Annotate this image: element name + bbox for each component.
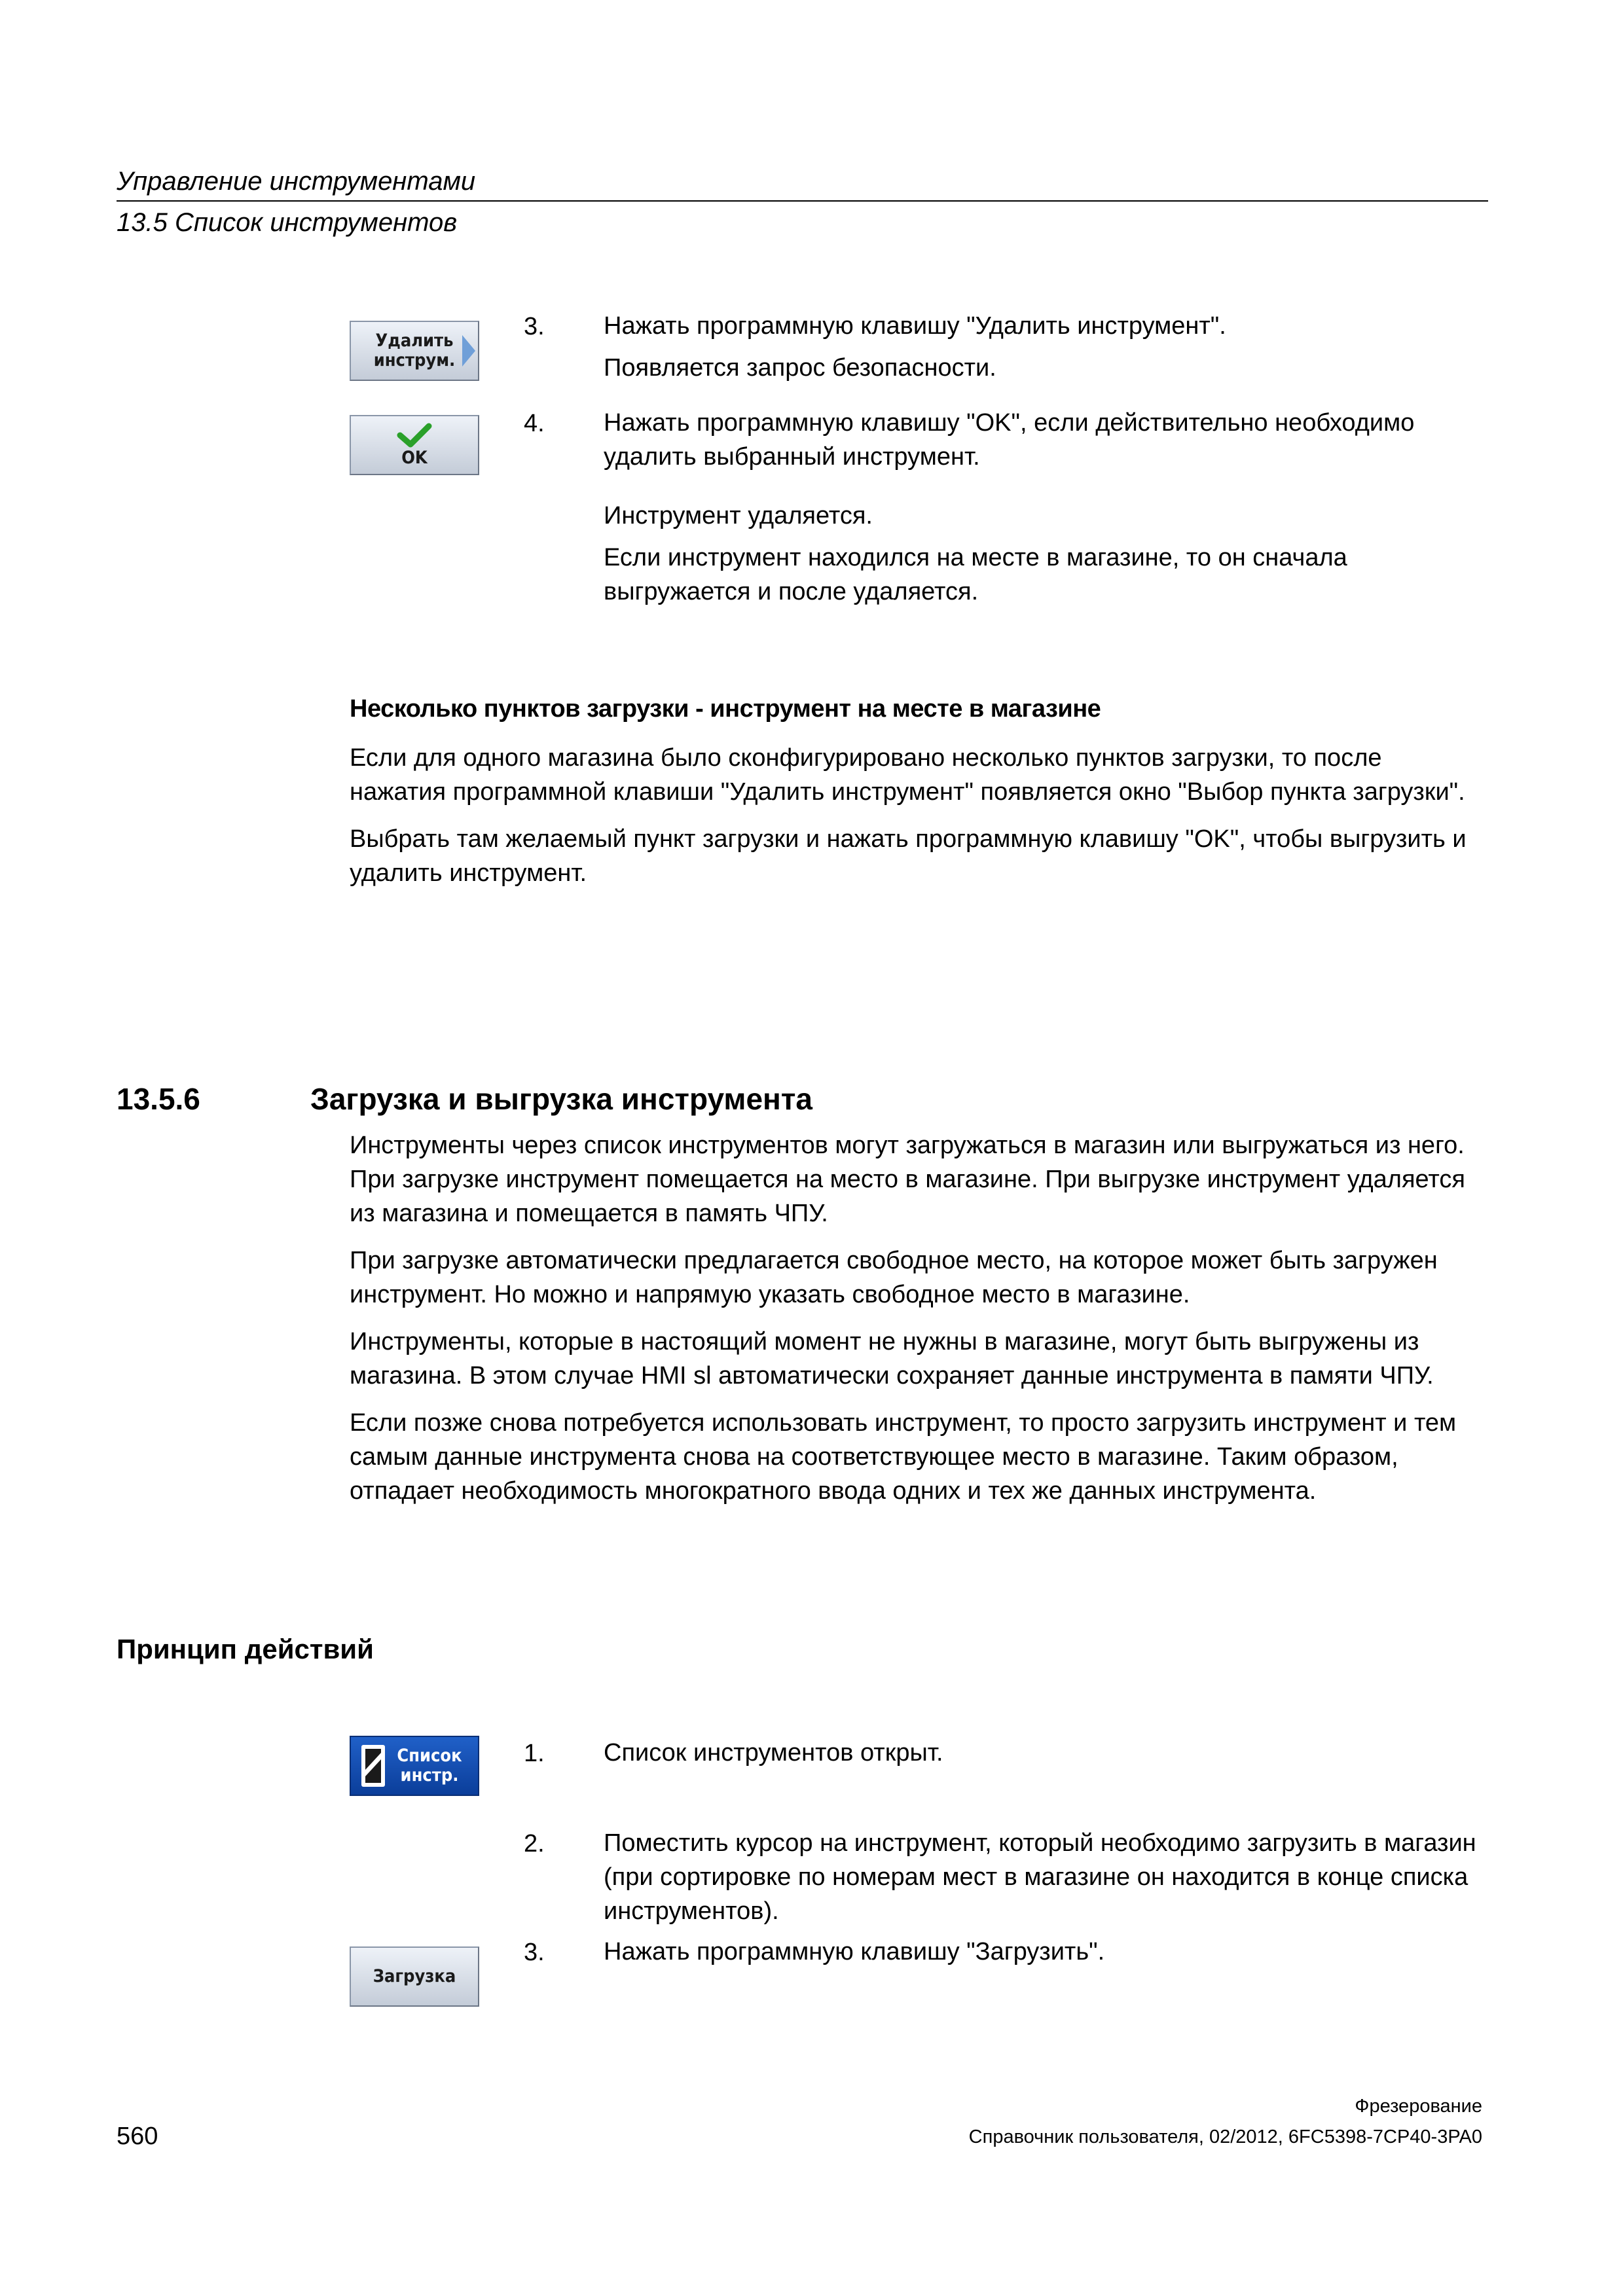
paragraph: Выбрать там желаемый пункт загрузки и нажать программную клавишу "OK", чтобы выгрузить и удалить инструмент. xyxy=(350,825,1467,887)
tool-list-icon xyxy=(360,1744,386,1788)
arrow-right-icon xyxy=(462,335,475,367)
load-softkey[interactable] xyxy=(350,1946,479,2007)
footer-manual: Справочник пользователя, 02/2012, 6FC5398-7CP40-3PA0 xyxy=(968,2126,1482,2147)
delete-tool-softkey[interactable] xyxy=(350,321,479,381)
step-number: 4. xyxy=(524,410,545,437)
running-header-section: 13.5 Список инструментов xyxy=(117,208,458,237)
step-number: 3. xyxy=(524,313,545,340)
softkey-label: Загрузка xyxy=(373,1966,456,1986)
step-text xyxy=(604,309,1481,385)
paragraph: Инструменты через список инструментов могут загружаться в магазин или выгружаться из него. При загрузке инструмент помещается на место в магазине. При выгрузке инструмент удаляется из магазина и помещается в память ЧПУ. xyxy=(350,1132,1465,1227)
section-body xyxy=(350,1128,1482,1508)
running-header-chapter: Управление инструментами xyxy=(117,167,476,196)
paragraph: Инструменты, которые в настоящий момент не нужны в магазине, могут быть выгружены из магазина. В этом случае HMI sl автоматически сохраняет данные инструмента в памяти ЧПУ. xyxy=(350,1328,1434,1390)
step-line: Нажать программную клавишу "Удалить инструмент". xyxy=(604,312,1226,340)
paragraph: При загрузке автоматически предлагается свободное место, на которое может быть загружен инструмент. Но можно и напрямую указать свободное место в магазине. xyxy=(350,1247,1438,1308)
section-title: Загрузка и выгрузка инструмента xyxy=(310,1082,812,1116)
step-result-line: Инструмент удаляется. xyxy=(604,502,873,529)
step-result-line: Если инструмент находился на месте в магазине, то он сначала выгружается и после удаляется. xyxy=(604,544,1347,605)
step-line: Появляется запрос безопасности. xyxy=(604,354,996,382)
checkmark-icon xyxy=(396,422,433,448)
footer-product: Фрезерование xyxy=(1355,2096,1482,2117)
step-number: 2. xyxy=(524,1830,545,1857)
procedure-title: Принцип действий xyxy=(117,1634,374,1664)
step-number: 3. xyxy=(524,1939,545,1966)
subsection-title: Несколько пунктов загрузки - инструмент на месте в магазине xyxy=(350,695,1101,723)
softkey-label-line1: Удалить xyxy=(375,331,454,351)
paragraph: Если позже снова потребуется использовать инструмент, то просто загрузить инструмент и тем самым данные инструмента снова на соответствующее место в магазине. Таким образом, отпадает необходимость многократного ввода одних и тех же данных инструмента. xyxy=(350,1409,1457,1505)
tool-list-softkey[interactable] xyxy=(350,1736,479,1796)
step-number: 1. xyxy=(524,1740,545,1767)
softkey-label-line2: инструм. xyxy=(373,350,456,370)
step-text: Список инструментов открыт. xyxy=(604,1739,943,1767)
step-text: Нажать программную клавишу "OK", если действительно необходимо удалить выбранный инструмент. xyxy=(604,409,1415,471)
paragraph: Если для одного магазина было сконфигурировано несколько пунктов загрузки, то после нажатия программной клавиши "Удалить инструмент" появляется окно "Выбор пункта загрузки". xyxy=(350,744,1465,806)
header-rule xyxy=(117,200,1488,202)
subsection-body xyxy=(350,741,1482,890)
section-number: 13.5.6 xyxy=(117,1082,200,1116)
step-text: Нажать программную клавишу "Загрузить". xyxy=(604,1938,1105,1965)
softkey-label-line1: Список xyxy=(397,1746,462,1766)
page-number: 560 xyxy=(117,2123,158,2150)
softkey-label: OK xyxy=(401,448,428,468)
ok-softkey[interactable] xyxy=(350,415,479,475)
softkey-label-line2: инстр. xyxy=(400,1765,459,1785)
step-text: Поместить курсор на инструмент, который необходимо загрузить в магазин (при сортировке по номерам мест в магазине он находится в конце списка инструментов). xyxy=(604,1829,1476,1925)
